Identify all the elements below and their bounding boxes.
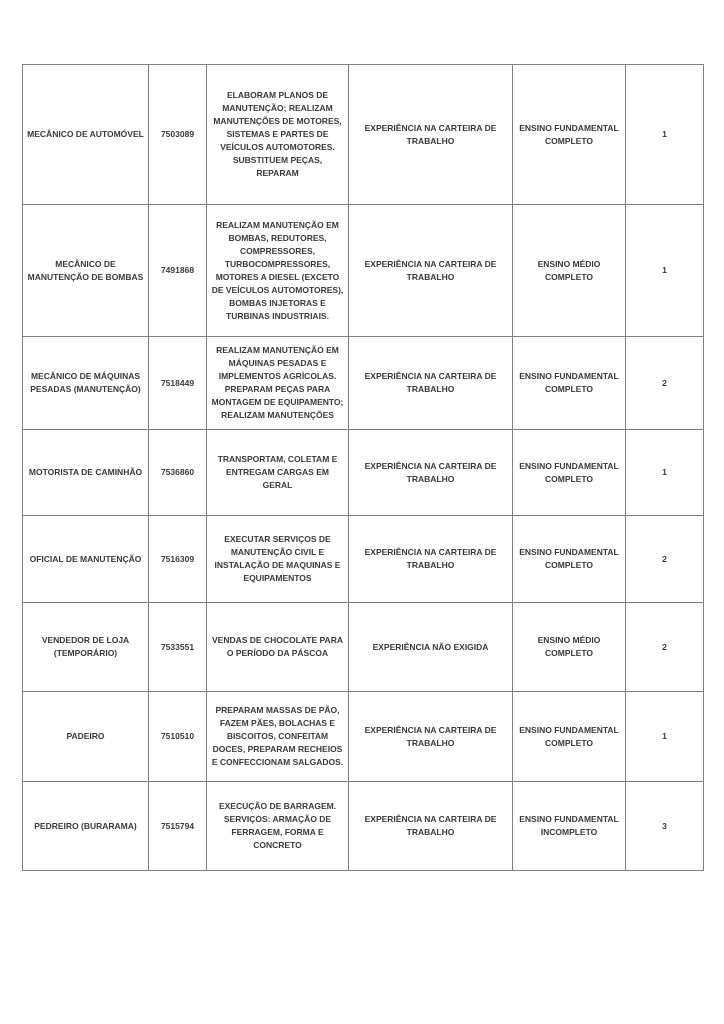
experience-cell: EXPERIÊNCIA NA CARTEIRA DE TRABALHO <box>349 430 513 516</box>
education-cell: ENSINO MÉDIO COMPLETO <box>513 603 626 692</box>
job-vacancies-table-body <box>23 65 704 871</box>
table-row <box>23 337 704 430</box>
code-cell: 7515794 <box>149 782 207 871</box>
table-row <box>23 430 704 516</box>
vacancies-cell: 2 <box>626 337 704 430</box>
code-cell: 7491868 <box>149 205 207 337</box>
education-cell: ENSINO FUNDAMENTAL COMPLETO <box>513 516 626 603</box>
table-row <box>23 603 704 692</box>
occupation-cell: MECÂNICO DE MÁQUINAS PESADAS (MANUTENÇÃO) <box>23 337 149 430</box>
table-row <box>23 65 704 205</box>
occupation-cell: PEDREIRO (BURARAMA) <box>23 782 149 871</box>
occupation-cell: MOTORISTA DE CAMINHÃO <box>23 430 149 516</box>
education-cell: ENSINO MÉDIO COMPLETO <box>513 205 626 337</box>
occupation-cell: OFICIAL DE MANUTENÇÃO <box>23 516 149 603</box>
vacancies-cell: 1 <box>626 65 704 205</box>
description-cell: PREPARAM MASSAS DE PÃO, FAZEM PÃES, BOLACHAS E BISCOITOS, CONFEITAM DOCES, PREPARAM RECHEIOS E CONFECCIONAM SALGADOS. <box>207 692 349 782</box>
education-cell: ENSINO FUNDAMENTAL COMPLETO <box>513 65 626 205</box>
code-cell: 7518449 <box>149 337 207 430</box>
occupation-cell: MECÂNICO DE MANUTENÇÃO DE BOMBAS <box>23 205 149 337</box>
table-row <box>23 516 704 603</box>
vacancies-cell: 2 <box>626 603 704 692</box>
experience-cell: EXPERIÊNCIA NÃO EXIGIDA <box>349 603 513 692</box>
description-cell: VENDAS DE CHOCOLATE PARA O PERÍODO DA PÁSCOA <box>207 603 349 692</box>
experience-cell: EXPERIÊNCIA NA CARTEIRA DE TRABALHO <box>349 205 513 337</box>
occupation-cell: MECÂNICO DE AUTOMÓVEL <box>23 65 149 205</box>
education-cell: ENSINO FUNDAMENTAL COMPLETO <box>513 337 626 430</box>
code-cell: 7516309 <box>149 516 207 603</box>
experience-cell: EXPERIÊNCIA NA CARTEIRA DE TRABALHO <box>349 692 513 782</box>
vacancies-cell: 1 <box>626 205 704 337</box>
experience-cell: EXPERIÊNCIA NA CARTEIRA DE TRABALHO <box>349 65 513 205</box>
table-row <box>23 692 704 782</box>
vacancies-cell: 1 <box>626 692 704 782</box>
experience-cell: EXPERIÊNCIA NA CARTEIRA DE TRABALHO <box>349 516 513 603</box>
table-row <box>23 205 704 337</box>
description-cell: EXECUÇÃO DE BARRAGEM. SERVIÇOS: ARMAÇÃO DE FERRAGEM, FORMA E CONCRETO <box>207 782 349 871</box>
experience-cell: EXPERIÊNCIA NA CARTEIRA DE TRABALHO <box>349 782 513 871</box>
vacancies-cell: 2 <box>626 516 704 603</box>
code-cell: 7510510 <box>149 692 207 782</box>
description-cell: ELABORAM PLANOS DE MANUTENÇÃO; REALIZAM MANUTENÇÕES DE MOTORES, SISTEMAS E PARTES DE VEÍCULOS AUTOMOTORES. SUBSTITUEM PEÇAS, REPARAM <box>207 65 349 205</box>
code-cell: 7503089 <box>149 65 207 205</box>
description-cell: EXECUTAR SERVIÇOS DE MANUTENÇÃO CIVIL E INSTALAÇÃO DE MAQUINAS E EQUIPAMENTOS <box>207 516 349 603</box>
vacancies-cell: 1 <box>626 430 704 516</box>
job-vacancies-table <box>22 64 704 871</box>
occupation-cell: PADEIRO <box>23 692 149 782</box>
vacancies-cell: 3 <box>626 782 704 871</box>
code-cell: 7533551 <box>149 603 207 692</box>
description-cell: REALIZAM MANUTENÇÃO EM MÁQUINAS PESADAS E IMPLEMENTOS AGRÍCOLAS. PREPARAM PEÇAS PARA MONTAGEM DE EQUIPAMENTO; REALIZAM MANUTENÇÕES <box>207 337 349 430</box>
description-cell: TRANSPORTAM, COLETAM E ENTREGAM CARGAS EM GERAL <box>207 430 349 516</box>
occupation-cell: VENDEDOR DE LOJA (TEMPORÁRIO) <box>23 603 149 692</box>
description-cell: REALIZAM MANUTENÇÃO EM BOMBAS, REDUTORES, COMPRESSORES, TURBOCOMPRESSORES, MOTORES A DIESEL (EXCETO DE VEÍCULOS AUTOMOTORES), BOMBAS INJETORAS E TURBINAS INDUSTRIAIS. <box>207 205 349 337</box>
education-cell: ENSINO FUNDAMENTAL COMPLETO <box>513 430 626 516</box>
experience-cell: EXPERIÊNCIA NA CARTEIRA DE TRABALHO <box>349 337 513 430</box>
education-cell: ENSINO FUNDAMENTAL INCOMPLETO <box>513 782 626 871</box>
code-cell: 7536860 <box>149 430 207 516</box>
education-cell: ENSINO FUNDAMENTAL COMPLETO <box>513 692 626 782</box>
table-row <box>23 782 704 871</box>
